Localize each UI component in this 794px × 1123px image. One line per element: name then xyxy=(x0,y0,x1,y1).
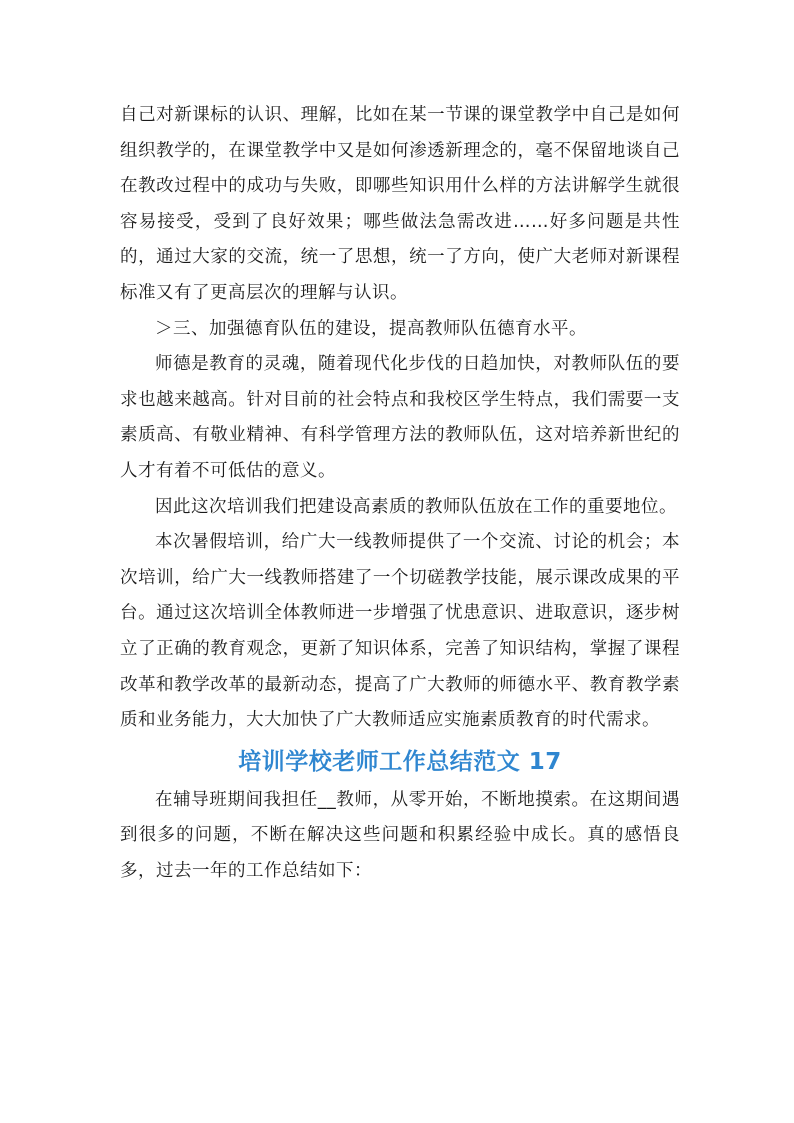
body-paragraph: 自己对新课标的认识、理解，比如在某一节课的课堂教学中自己是如何组织教学的，在课堂教学中又是如何渗透新理念的，毫不保留地谈自己在教改过程中的成功与失败，即哪些知识用什么样的方法讲解学生就很容易接受，受到了良好效果；哪些做法急需改进……好多问题是共性的，通过大家的交流，统一了思想，统一了方向，使广大老师对新课程标准又有了更高层次的理解与认识。 xyxy=(120,105,680,303)
section-heading: 培训学校老师工作总结范文 17 xyxy=(238,748,562,775)
body-paragraph: 在辅导班期间我担任__教师，从零开始，不断地摸索。在这期间遇到很多的问题，不断在解决这些问题和积累经验中成长。真的感悟良多，过去一年的工作总结如下： xyxy=(120,789,680,881)
body-paragraph: 因此这次培训我们把建设高素质的教师队伍放在工作的重要地位。 xyxy=(155,496,677,517)
body-paragraph: 本次暑假培训，给广大一线教师提供了一个交流、讨论的机会；本次培训，给广大一线教师搭建了一个切磋教学技能，展示课改成果的平台。通过这次培训全体教师进一步增强了忧患意识、进取意识，逐步树立了正确的教育观念，更新了知识体系，完善了知识结构，掌握了课程改革和教学改革的最新动态，提高了广大教师的师德水平、教育教学素质和业务能力，大大加快了广大教师适应实施素质教育的时代需求。 xyxy=(120,532,680,731)
section-subheading-paragraph: ＞三、加强德育队伍的建设，提高教师队伍德育水平。 xyxy=(155,318,587,339)
body-paragraph: 师德是教育的灵魂，随着现代化步伐的日趋加快，对教师队伍的要求也越来越高。针对目前的社会特点和我校区学生特点，我们需要一支素质高、有敬业精神、有科学管理方法的教师队伍，这对培养新世纪的人才有着不可低估的意义。 xyxy=(120,354,680,481)
document-page xyxy=(120,98,680,889)
